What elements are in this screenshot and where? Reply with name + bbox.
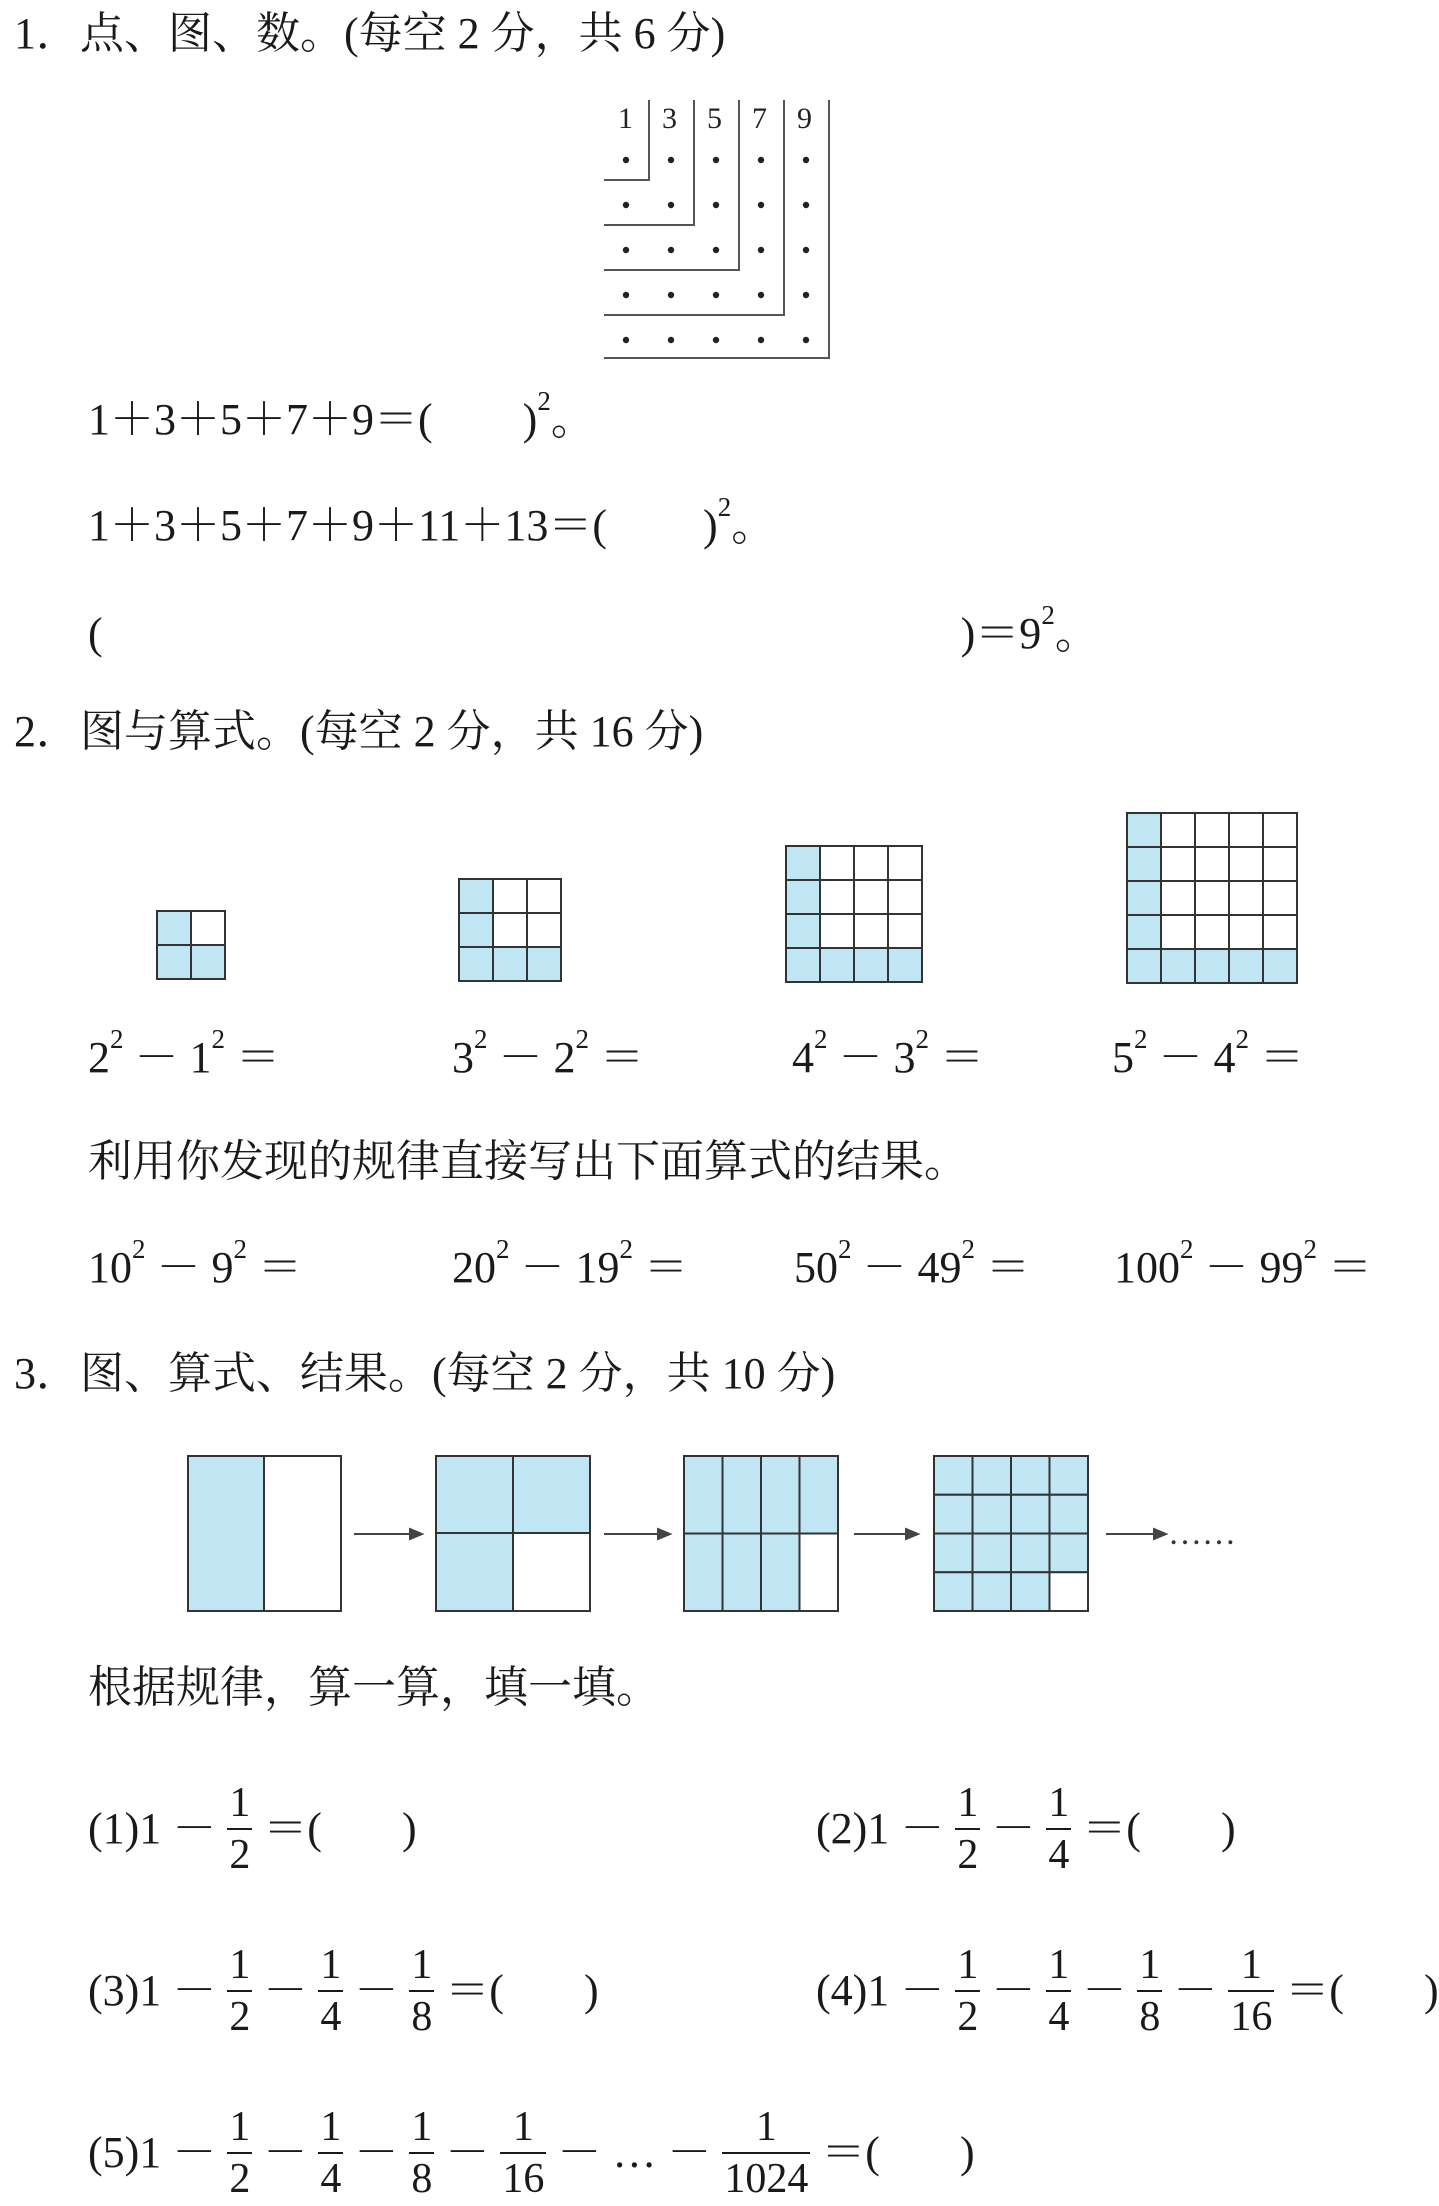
- grid-dot: [668, 157, 674, 163]
- grid-cell: [1263, 881, 1297, 915]
- grid-dot: [758, 247, 764, 253]
- grid-cell: [1161, 881, 1195, 915]
- grid-cell: [1229, 915, 1263, 949]
- grid-dot: [623, 292, 629, 298]
- grid-cell: [854, 914, 888, 948]
- shaded-cell: [1127, 949, 1161, 983]
- grid-cell: [1161, 813, 1195, 847]
- shaded-part: [723, 1534, 762, 1612]
- shaded-part: [973, 1534, 1012, 1573]
- shaded-cell: [191, 945, 225, 979]
- shaded-part: [1011, 1534, 1050, 1573]
- problem-4: (4)1 － $\frac{1}{2}$ － $\frac{1}{4}$ － $\frac{1}{8}$ － $\frac{1}{16}$ ＝( ): [816, 1942, 1439, 2040]
- shaded-part: [934, 1495, 973, 1534]
- grid-dot: [713, 202, 719, 208]
- grid-dot: [803, 337, 809, 343]
- figure-label-7: 7: [752, 102, 767, 135]
- shaded-part: [1011, 1456, 1050, 1495]
- grid-4x4: [785, 845, 925, 985]
- shaded-cell: [786, 948, 820, 982]
- figure-label-1: 1: [618, 102, 633, 135]
- grid-dot: [713, 247, 719, 253]
- grid-cell: [820, 914, 854, 948]
- grid-dot: [758, 337, 764, 343]
- shaded-part: [1050, 1534, 1089, 1573]
- grid-cell: [493, 913, 527, 947]
- grid-cell: [888, 880, 922, 914]
- grid-dot: [713, 292, 719, 298]
- grid-cell: [527, 913, 561, 947]
- grid-cell: [820, 846, 854, 880]
- q3-instruction: 根据规律，算一算，填一填。: [88, 1663, 660, 1712]
- grid-cell: [820, 880, 854, 914]
- grid-cell: [191, 911, 225, 945]
- grid-cell: [1195, 847, 1229, 881]
- grid-dot: [758, 292, 764, 298]
- shaded-part: [934, 1456, 973, 1495]
- figure-label-9: 9: [797, 102, 812, 135]
- problem-5: (5)1 － $\frac{1}{2}$ － $\frac{1}{4}$ － $\frac{1}{8}$ － $\frac{1}{16}$ － … － $\frac{1}{1024}$ ＝( ): [88, 2104, 975, 2202]
- grid-dot: [713, 157, 719, 163]
- grid-dot: [668, 337, 674, 343]
- shaded-part: [1050, 1456, 1089, 1495]
- shaded-part: [973, 1572, 1012, 1611]
- grid-cell: [1229, 881, 1263, 915]
- grid-cell: [888, 914, 922, 948]
- equation-3sq-minus-2sq: $3^2 - 2^2$ ＝: [452, 1024, 644, 1082]
- grid-cell: [1229, 813, 1263, 847]
- shaded-cell: [1161, 949, 1195, 983]
- shaded-cell: [527, 947, 561, 981]
- q3-heading: 3．图、算式、结果。(每空 2 分，共 10 分): [14, 1349, 836, 1398]
- grid-dot: [623, 337, 629, 343]
- shaded-part: [1011, 1572, 1050, 1611]
- sequence-ellipsis: ……: [1168, 1515, 1236, 1552]
- shaded-cell: [888, 948, 922, 982]
- grid-dot: [758, 157, 764, 163]
- problem-3: (3)1 － $\frac{1}{2}$ － $\frac{1}{4}$ － $\frac{1}{8}$ ＝( ): [88, 1942, 599, 2040]
- grid-dot: [713, 337, 719, 343]
- grid-dot: [623, 247, 629, 253]
- shaded-part: [723, 1456, 762, 1534]
- grid-cell: [1161, 915, 1195, 949]
- shaded-cell: [157, 911, 191, 945]
- equation-5sq-minus-4sq: $5^2 - 4^2$ ＝: [1112, 1024, 1304, 1082]
- q1-line2: 1＋3＋5＋7＋9＋11＋13＝( )$^2$。: [88, 492, 776, 550]
- shaded-part: [934, 1572, 973, 1611]
- rule-10sq-minus-9sq: $10^2 - 9^2$ ＝: [88, 1234, 302, 1292]
- grid-dot: [803, 292, 809, 298]
- grid-cell: [1195, 881, 1229, 915]
- figure-label-3: 3: [662, 102, 677, 135]
- shaded-part: [800, 1456, 839, 1534]
- shaded-cell: [1127, 915, 1161, 949]
- shaded-part: [761, 1534, 800, 1612]
- shaded-part: [1050, 1495, 1089, 1534]
- figure-label-5: 5: [707, 102, 722, 135]
- grid-cell: [1195, 915, 1229, 949]
- shaded-part: [973, 1456, 1012, 1495]
- grid-2x2: [156, 910, 228, 982]
- shaded-cell: [1263, 949, 1297, 983]
- grid-cell: [1263, 813, 1297, 847]
- grid-3x3: [458, 878, 564, 984]
- grid-dot: [623, 157, 629, 163]
- grid-cell: [854, 846, 888, 880]
- grid-cell: [1161, 847, 1195, 881]
- rule-50sq-minus-49sq: $50^2 - 49^2$ ＝: [794, 1234, 1030, 1292]
- grid-dot: [623, 202, 629, 208]
- grid-dot: [668, 292, 674, 298]
- grid-dot: [668, 202, 674, 208]
- shaded-cell: [459, 947, 493, 981]
- shaded-cell: [1229, 949, 1263, 983]
- grid-cell: [493, 879, 527, 913]
- odd-number-dot-figure: [604, 100, 844, 360]
- shaded-cell: [854, 948, 888, 982]
- shaded-cell: [1127, 813, 1161, 847]
- problem-1: (1)1 － $\frac{1}{2}$ ＝( ): [88, 1780, 417, 1878]
- shaded-part: [684, 1456, 723, 1534]
- rule-100sq-minus-99sq: $100^2 - 99^2$ ＝: [1114, 1234, 1372, 1292]
- shaded-part: [1011, 1495, 1050, 1534]
- q1-line3: ( )$=9^2$。: [88, 600, 1099, 658]
- q1-line1: 1＋3＋5＋7＋9＝( )$^2$。: [88, 386, 595, 444]
- shaded-cell: [786, 914, 820, 948]
- grid-cell: [854, 880, 888, 914]
- equation-4sq-minus-3sq: $4^2 - 3^2$ ＝: [792, 1024, 984, 1082]
- shaded-part: [973, 1495, 1012, 1534]
- shaded-cell: [820, 948, 854, 982]
- shaded-part: [934, 1534, 973, 1573]
- shaded-cell: [1127, 881, 1161, 915]
- shaded-cell: [1127, 847, 1161, 881]
- grid-cell: [1263, 915, 1297, 949]
- shaded-cell: [459, 879, 493, 913]
- q1-heading: 1．点、图、数。(每空 2 分，共 6 分): [14, 9, 726, 58]
- grid-dot: [758, 202, 764, 208]
- shaded-cell: [157, 945, 191, 979]
- shaded-cell: [459, 913, 493, 947]
- problem-2: (2)1 － $\frac{1}{2}$ － $\frac{1}{4}$ ＝( ): [816, 1780, 1236, 1878]
- q2-heading: 2．图与算式。(每空 2 分，共 16 分): [14, 707, 704, 756]
- shaded-part: [761, 1456, 800, 1534]
- grid-cell: [888, 846, 922, 880]
- unshaded-part: [1050, 1572, 1089, 1611]
- grid-cell: [1195, 813, 1229, 847]
- equation-2sq-minus-1sq: $2^2 - 1^2$ ＝: [88, 1024, 280, 1082]
- grid-cell: [527, 879, 561, 913]
- grid-dot: [803, 247, 809, 253]
- shaded-cell: [1195, 949, 1229, 983]
- grid-cell: [1229, 847, 1263, 881]
- shaded-part: [684, 1534, 723, 1612]
- grid-cell: [1263, 847, 1297, 881]
- rule-20sq-minus-19sq: $20^2 - 19^2$ ＝: [452, 1234, 688, 1292]
- grid-dot: [803, 202, 809, 208]
- q2-instruction: 利用你发现的规律直接写出下面算式的结果。: [88, 1137, 968, 1186]
- shaded-cell: [786, 846, 820, 880]
- grid-5x5: [1126, 812, 1300, 986]
- shaded-cell: [493, 947, 527, 981]
- halving-sequence-figure: [186, 1454, 1276, 1614]
- unshaded-part: [800, 1534, 839, 1612]
- grid-dot: [803, 157, 809, 163]
- grid-dot: [668, 247, 674, 253]
- shaded-cell: [786, 880, 820, 914]
